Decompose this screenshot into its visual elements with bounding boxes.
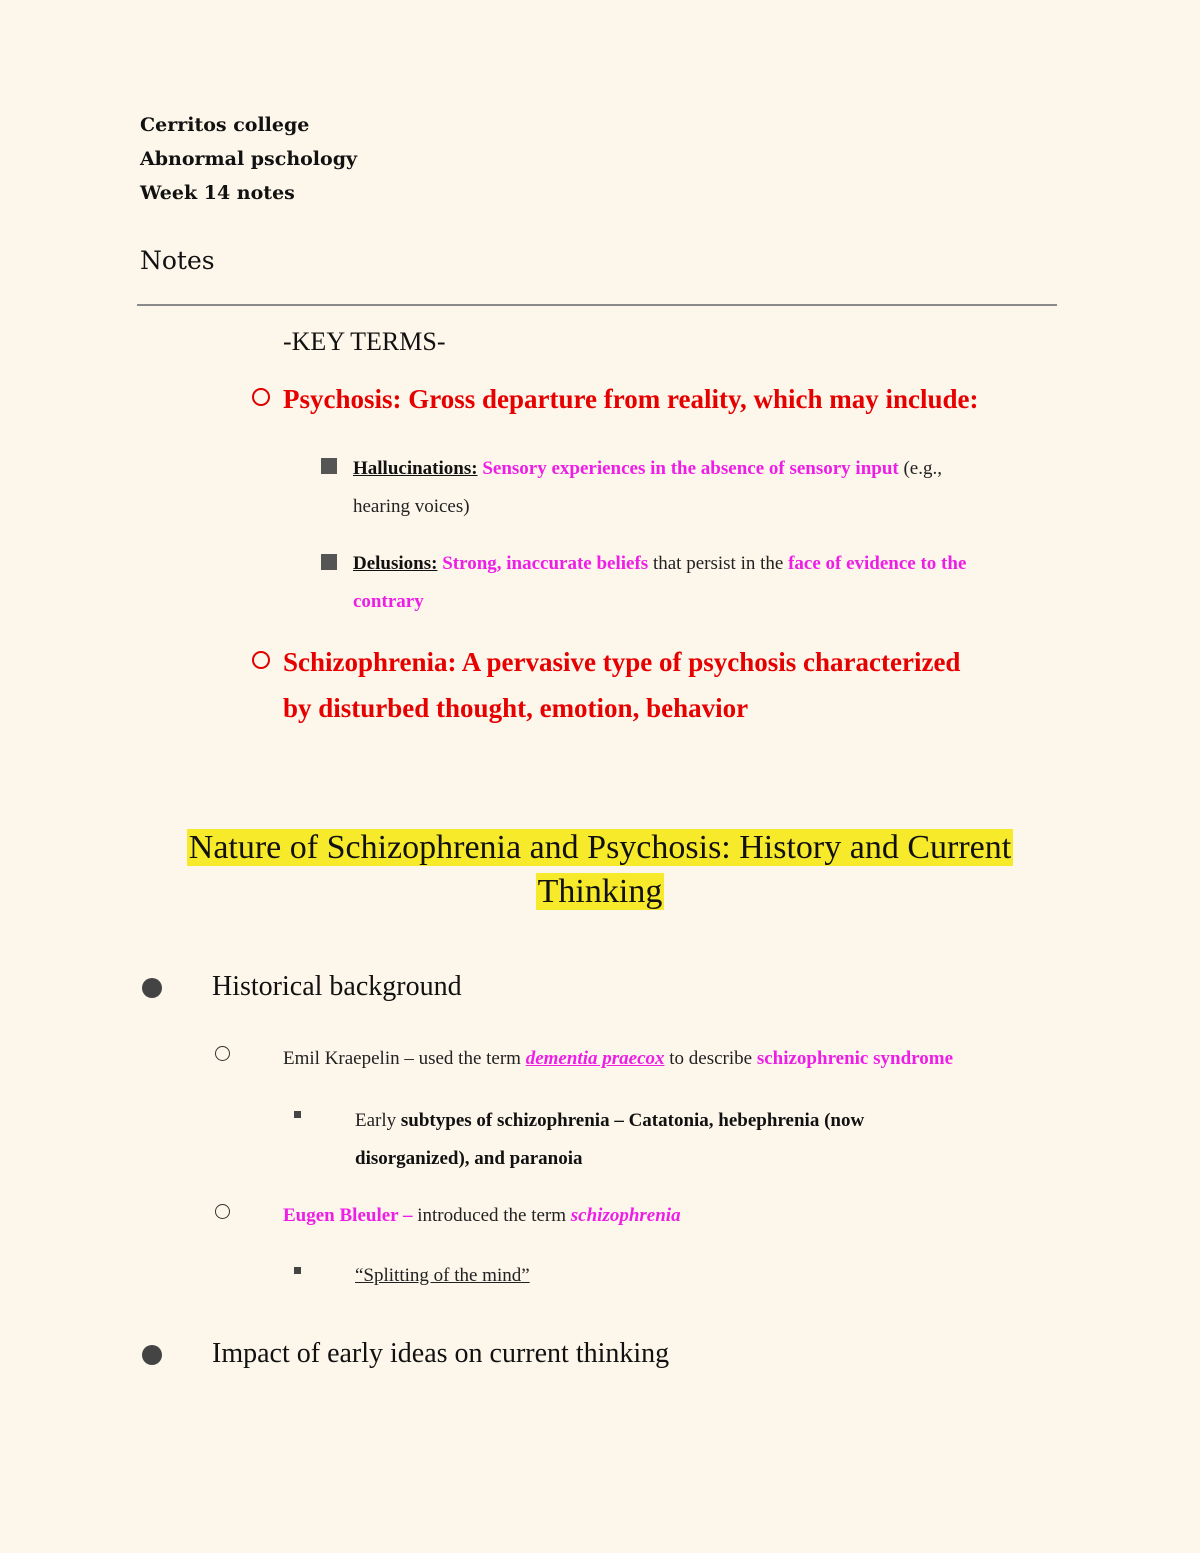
section-heading-text: Nature of Schizophrenia and Psychosis: History and Current Thinking [188, 829, 1012, 910]
hallucinations-item [353, 450, 1053, 526]
splitting-of-mind-quote: “Splitting of the mind” [355, 1265, 530, 1286]
kraepelin-item [283, 1040, 953, 1078]
bleuler-item [283, 1197, 681, 1235]
subtypes-prefix: Early [355, 1110, 401, 1131]
hollow-circle-bullet-icon [215, 1046, 230, 1061]
delusions-highlight-cont: contrary [353, 591, 424, 612]
subtypes-item [355, 1102, 1045, 1178]
delusions-middle: that persist in the [648, 553, 789, 574]
hollow-circle-bullet-icon [215, 1204, 230, 1219]
delusions-definition: Strong, inaccurate beliefs [442, 553, 649, 574]
kraepelin-middle: to describe [664, 1048, 757, 1069]
course-subject: Abnormal pschology [140, 148, 358, 170]
filled-circle-bullet-icon [142, 978, 162, 998]
square-bullet-icon [321, 554, 337, 570]
horizontal-rule [137, 304, 1057, 306]
dementia-praecox-term: dementia praecox [525, 1048, 665, 1069]
schizophrenia-line1: Schizophrenia: A pervasive type of psychosis characterized [283, 647, 961, 677]
delusions-item [353, 545, 1063, 621]
subtypes-bold: subtypes of schizophrenia – Catatonia, hebephrenia (now [400, 1110, 865, 1131]
square-bullet-icon [321, 458, 337, 474]
hallucinations-suffix: (e.g., [898, 458, 942, 479]
section-heading [140, 826, 1060, 914]
small-square-bullet-icon [294, 1111, 301, 1118]
bleuler-name: Eugen Bleuler – [283, 1205, 413, 1226]
hallucinations-example: hearing voices) [353, 496, 470, 517]
bleuler-middle: introduced the term [412, 1205, 571, 1226]
delusions-highlight: face of evidence to the [788, 553, 967, 574]
schizophrenia-line2: by disturbed thought, emotion, behavior [283, 693, 749, 723]
schizophrenic-syndrome: schizophrenic syndrome [756, 1048, 953, 1069]
key-terms-title: -KEY TERMS- [283, 327, 446, 356]
delusions-term: Delusions: [353, 553, 438, 574]
hollow-circle-bullet-icon [252, 651, 270, 669]
hallucinations-term: Hallucinations: [353, 458, 478, 479]
notes-title: Notes [140, 246, 215, 275]
historical-background-label: Historical background [212, 971, 462, 1002]
impact-label: Impact of early ideas on current thinking [212, 1338, 670, 1369]
hollow-circle-bullet-icon [252, 388, 270, 406]
schizophrenia-definition [283, 639, 1063, 731]
filled-circle-bullet-icon [142, 1345, 162, 1365]
week-label: Week 14 notes [140, 182, 295, 204]
kraepelin-prefix: Emil Kraepelin – used the term [283, 1048, 526, 1069]
hallucinations-definition: Sensory experiences in the absence of sensory input [482, 458, 899, 479]
small-square-bullet-icon [294, 1267, 301, 1274]
schizophrenia-term: schizophrenia [570, 1205, 681, 1226]
course-name: Cerritos college [140, 114, 310, 136]
subtypes-bold-cont: disorganized), and paranoia [355, 1148, 583, 1169]
psychosis-definition: Psychosis: Gross departure from reality, which may include: [283, 384, 979, 414]
